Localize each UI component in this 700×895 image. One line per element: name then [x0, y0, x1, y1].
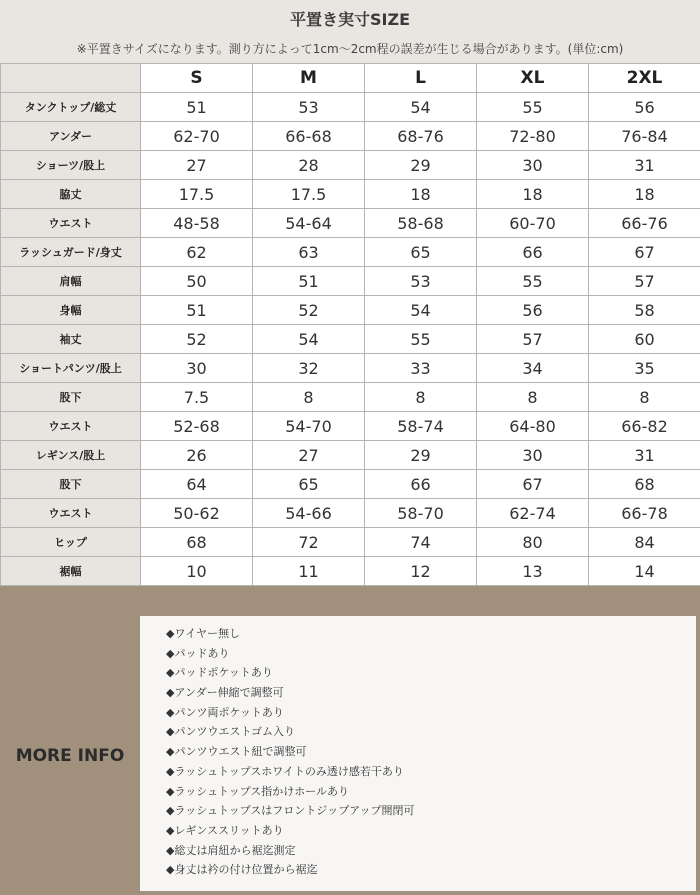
more-info-section [0, 616, 700, 895]
measurement-cell: 60-70 [477, 209, 589, 238]
feature-item: ◆パッドポケットあり [166, 666, 273, 680]
table-row [1, 354, 700, 383]
measurement-cell: 10 [141, 557, 253, 586]
measurement-cell: 29 [365, 151, 477, 180]
measurement-cell: 55 [477, 267, 589, 296]
measurement-cell: 76-84 [589, 122, 700, 151]
measurement-cell: 51 [141, 296, 253, 325]
feature-item: ◆レギンススリットあり [166, 823, 284, 837]
table-row [1, 151, 700, 180]
row-label: 身幅 [1, 296, 141, 325]
measurement-cell: 51 [141, 93, 253, 122]
row-label: ウエスト [1, 209, 141, 238]
table-row [1, 528, 700, 557]
measurement-cell: 64-80 [477, 412, 589, 441]
feature-item: ◆ラッシュトップス指かけホールあり [166, 784, 350, 798]
row-label: ショーツ/股上 [1, 151, 141, 180]
row-label: ヒップ [1, 528, 141, 557]
measurement-cell: 58-70 [365, 499, 477, 528]
measurement-cell: 27 [253, 441, 365, 470]
row-label: 裾幅 [1, 557, 141, 586]
measurement-cell: 48-58 [141, 209, 253, 238]
feature-item: ◆ワイヤー無し [166, 627, 241, 640]
measurement-cell: 84 [589, 528, 700, 557]
measurement-cell: 32 [253, 354, 365, 383]
measurement-note: ※平置きサイズになります。測り方によって1cm～2cm程の誤差が生じる場合があります。(単位:cm) [76, 42, 624, 56]
feature-item: ◆パンツウエスト紐で調整可 [166, 745, 307, 759]
measurement-cell: 66 [365, 470, 477, 499]
row-label: 袖丈 [1, 325, 141, 354]
measurement-cell: 57 [477, 325, 589, 354]
table-row [1, 441, 700, 470]
feature-item: ◆パンツ両ポケットあり [166, 705, 284, 719]
measurement-cell: 8 [477, 383, 589, 412]
measurement-cell: 55 [477, 93, 589, 122]
measurement-cell: 56 [589, 93, 700, 122]
measurement-cell: 30 [141, 354, 253, 383]
measurement-cell: 68 [141, 528, 253, 557]
measurement-cell: 12 [365, 557, 477, 586]
size-column-header: S [141, 64, 253, 93]
feature-item: ◆ラッシュトップスはフロントジップアップ開閉可 [166, 804, 415, 818]
measurement-cell: 17.5 [141, 180, 253, 209]
measurement-cell: 65 [253, 470, 365, 499]
size-table [0, 63, 700, 586]
table-row [1, 557, 700, 586]
table-row [1, 383, 700, 412]
feature-item: ◆パンツウエストゴム入り [166, 725, 296, 739]
size-column-header: 2XL [589, 64, 700, 93]
measurement-cell: 7.5 [141, 383, 253, 412]
row-label: 脇丈 [1, 180, 141, 209]
table-row [1, 267, 700, 296]
feature-item: ◆身丈は衿の付け位置から裾迄 [166, 863, 318, 877]
row-label: ウエスト [1, 499, 141, 528]
measurement-cell: 54-66 [253, 499, 365, 528]
row-label: 股下 [1, 383, 141, 412]
measurement-cell: 54 [365, 296, 477, 325]
feature-item: ◆ラッシュトップスホワイトのみ透け感若干あり [166, 764, 404, 778]
measurement-cell: 62-74 [477, 499, 589, 528]
more-info-box [140, 616, 696, 891]
row-label: ショートパンツ/股上 [1, 354, 141, 383]
measurement-cell: 28 [253, 151, 365, 180]
measurement-cell: 58-68 [365, 209, 477, 238]
measurement-cell: 64 [141, 470, 253, 499]
measurement-cell: 52 [141, 325, 253, 354]
measurement-cell: 54 [253, 325, 365, 354]
measurement-cell: 11 [253, 557, 365, 586]
measurement-cell: 53 [365, 267, 477, 296]
measurement-cell: 60 [589, 325, 700, 354]
measurement-cell: 14 [589, 557, 700, 586]
measurement-cell: 31 [589, 151, 700, 180]
table-row [1, 122, 700, 151]
size-header-row [1, 64, 700, 93]
measurement-cell: 13 [477, 557, 589, 586]
measurement-cell: 27 [141, 151, 253, 180]
measurement-cell: 66 [477, 238, 589, 267]
measurement-cell: 63 [253, 238, 365, 267]
measurement-cell: 62 [141, 238, 253, 267]
measurement-cell: 17.5 [253, 180, 365, 209]
measurement-cell: 35 [589, 354, 700, 383]
measurement-cell: 57 [589, 267, 700, 296]
measurement-cell: 55 [365, 325, 477, 354]
measurement-cell: 31 [589, 441, 700, 470]
table-row [1, 238, 700, 267]
table-row [1, 180, 700, 209]
table-row [1, 499, 700, 528]
row-label: アンダー [1, 122, 141, 151]
table-corner-cell [1, 64, 141, 93]
measurement-cell: 72-80 [477, 122, 589, 151]
size-column-header: XL [477, 64, 589, 93]
table-row [1, 412, 700, 441]
measurement-cell: 52 [253, 296, 365, 325]
measurement-cell: 30 [477, 441, 589, 470]
measurement-cell: 68-76 [365, 122, 477, 151]
size-header [0, 0, 700, 63]
measurement-cell: 66-82 [589, 412, 700, 441]
measurement-cell: 68 [589, 470, 700, 499]
measurement-cell: 50-62 [141, 499, 253, 528]
row-label: タンクトップ/総丈 [1, 93, 141, 122]
measurement-cell: 66-76 [589, 209, 700, 238]
measurement-cell: 52-68 [141, 412, 253, 441]
measurement-cell: 67 [589, 238, 700, 267]
measurement-cell: 8 [589, 383, 700, 412]
measurement-cell: 51 [253, 267, 365, 296]
feature-item: ◆パッドあり [166, 646, 230, 660]
measurement-cell: 67 [477, 470, 589, 499]
measurement-cell: 26 [141, 441, 253, 470]
measurement-cell: 65 [365, 238, 477, 267]
measurement-cell: 54-64 [253, 209, 365, 238]
table-row [1, 209, 700, 238]
measurement-cell: 58 [589, 296, 700, 325]
measurement-cell: 58-74 [365, 412, 477, 441]
row-label: ラッシュガード/身丈 [1, 238, 141, 267]
size-column-header: M [253, 64, 365, 93]
measurement-cell: 54-70 [253, 412, 365, 441]
row-label: 肩幅 [1, 267, 141, 296]
feature-item: ◆総丈は肩紐から裾迄測定 [166, 843, 296, 857]
feature-list [140, 616, 696, 880]
more-info-label: MORE INFO [15, 745, 125, 766]
measurement-cell: 18 [589, 180, 700, 209]
size-column-header: L [365, 64, 477, 93]
feature-item: ◆アンダー伸縮で調整可 [166, 686, 284, 700]
table-row [1, 470, 700, 499]
table-row [1, 325, 700, 354]
page-title: 平置き実寸SIZE [289, 10, 410, 29]
measurement-cell: 29 [365, 441, 477, 470]
measurement-cell: 74 [365, 528, 477, 557]
measurement-cell: 8 [365, 383, 477, 412]
measurement-cell: 80 [477, 528, 589, 557]
measurement-cell: 33 [365, 354, 477, 383]
row-label: 股下 [1, 470, 141, 499]
row-label: ウエスト [1, 412, 141, 441]
table-row [1, 93, 700, 122]
measurement-cell: 62-70 [141, 122, 253, 151]
measurement-cell: 54 [365, 93, 477, 122]
measurement-cell: 50 [141, 267, 253, 296]
measurement-cell: 8 [253, 383, 365, 412]
measurement-cell: 18 [477, 180, 589, 209]
measurement-cell: 56 [477, 296, 589, 325]
measurement-cell: 34 [477, 354, 589, 383]
measurement-cell: 53 [253, 93, 365, 122]
measurement-cell: 18 [365, 180, 477, 209]
row-label: レギンス/股上 [1, 441, 141, 470]
table-row [1, 296, 700, 325]
measurement-cell: 66-78 [589, 499, 700, 528]
measurement-cell: 66-68 [253, 122, 365, 151]
measurement-cell: 72 [253, 528, 365, 557]
measurement-cell: 30 [477, 151, 589, 180]
